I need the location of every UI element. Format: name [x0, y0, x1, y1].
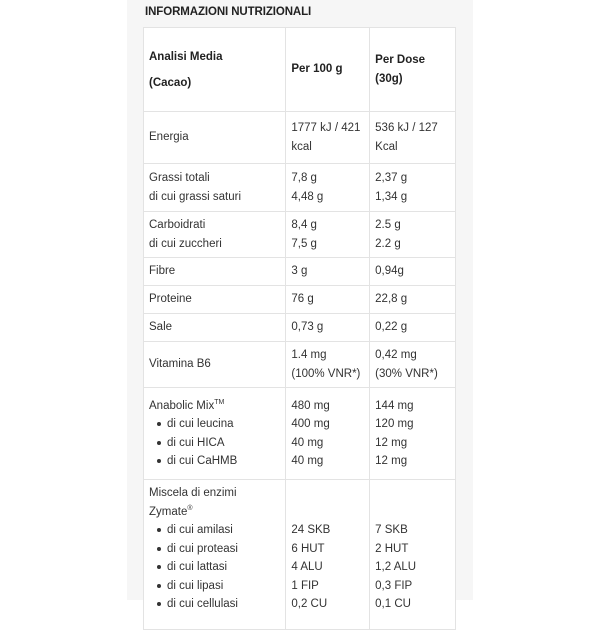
value-line: 1777 kJ / 421	[291, 122, 361, 134]
table-row	[144, 258, 456, 286]
row-label	[144, 164, 286, 212]
label-line: Miscela di enzimi	[149, 487, 237, 499]
value-line: 536 kJ / 127	[375, 122, 438, 134]
label-line: di cui grassi saturi	[149, 190, 242, 203]
value-line: 7,8 g	[291, 172, 317, 184]
value-line: 40 mg	[291, 436, 324, 449]
header-analysis-line2: (Cacao)	[149, 76, 192, 89]
row-value-dose	[370, 388, 456, 480]
row-value-dose: 0,22 g	[370, 314, 456, 342]
value-line: 0,42 mg	[375, 349, 417, 361]
table-header-row	[144, 28, 456, 112]
row-value-dose	[370, 480, 456, 630]
section-title: INFORMAZIONI NUTRIZIONALI	[145, 6, 312, 18]
zymate-label: Zymate	[149, 505, 188, 518]
value-line: 24 SKB	[291, 524, 331, 536]
row-value-dose: 0,94g	[370, 258, 456, 286]
table-row	[144, 480, 456, 630]
value-line: (30% VNR*)	[375, 367, 438, 380]
registered-mark: ®	[187, 504, 193, 512]
table-row	[144, 112, 456, 164]
value-line: 120 mg	[375, 418, 414, 430]
nutrition-table	[143, 27, 456, 630]
sub-item: di cui leucina	[149, 415, 285, 434]
table-row	[144, 388, 456, 480]
trademark-mark: TM	[214, 398, 225, 406]
value-line: 7 SKB	[375, 524, 408, 536]
value-line: 0,1 CU	[375, 598, 411, 610]
value-line: 2.5 g	[375, 219, 401, 231]
value-line: 12 mg	[375, 455, 408, 467]
value-line: 2 HUT	[375, 542, 409, 555]
table-row	[144, 212, 456, 258]
header-analysis-line1: Analisi Media	[149, 50, 223, 63]
value-line: 7,5 g	[291, 237, 317, 250]
row-value-100g: 3 g	[286, 258, 370, 286]
table-row	[144, 314, 456, 342]
value-line: 6 HUT	[291, 542, 325, 555]
sub-item: di cui cellulasi	[149, 595, 285, 614]
label-line: di cui zuccheri	[149, 237, 222, 250]
value-line: 1.4 mg	[291, 349, 327, 361]
value-line: 1,34 g	[375, 190, 408, 203]
label-line	[149, 397, 285, 416]
row-value-100g	[286, 212, 370, 258]
anabolic-mix-label: Anabolic Mix	[149, 399, 215, 412]
value-line: 400 mg	[291, 418, 330, 430]
label-line: Carboidrati	[149, 219, 206, 231]
row-label	[144, 480, 286, 630]
row-value-100g	[286, 164, 370, 212]
row-label	[144, 212, 286, 258]
table-row	[144, 164, 456, 212]
sub-item: di cui amilasi	[149, 521, 285, 540]
header-per100-label: Per 100 g	[291, 63, 343, 76]
header-perdose-line1: Per Dose	[375, 54, 426, 66]
row-label: Proteine	[144, 286, 286, 314]
sub-item: di cui CaHMB	[149, 452, 285, 471]
value-line: 144 mg	[375, 399, 414, 412]
value-line: 0,3 FIP	[375, 579, 413, 592]
row-value-dose	[370, 164, 456, 212]
value-line: Kcal	[375, 140, 398, 153]
header-per100	[286, 28, 370, 112]
row-value-100g	[286, 480, 370, 630]
value-line: 2,37 g	[375, 172, 408, 184]
value-line: kcal	[291, 140, 312, 153]
row-value-100g: 0,73 g	[286, 314, 370, 342]
row-value-dose	[370, 112, 456, 164]
row-value-100g	[286, 112, 370, 164]
row-label: Vitamina B6	[144, 342, 286, 388]
row-value-dose	[370, 212, 456, 258]
value-line: 480 mg	[291, 399, 330, 412]
value-line: 4,48 g	[291, 190, 324, 203]
row-value-100g: 76 g	[286, 286, 370, 314]
label-line	[149, 503, 285, 522]
value-line: 0,2 CU	[291, 598, 328, 610]
value-line: 12 mg	[375, 436, 408, 449]
sub-item: di cui proteasi	[149, 540, 285, 559]
value-line: 1 FIP	[291, 579, 319, 592]
value-line: 40 mg	[291, 455, 324, 467]
row-label: Fibre	[144, 258, 286, 286]
value-line: 2.2 g	[375, 237, 401, 250]
row-value-dose	[370, 342, 456, 388]
row-value-dose: 22,8 g	[370, 286, 456, 314]
header-perdose	[370, 28, 456, 112]
row-label: Energia	[144, 112, 286, 164]
value-line: 8,4 g	[291, 219, 317, 231]
row-value-100g	[286, 388, 370, 480]
row-label: Sale	[144, 314, 286, 342]
label-line: Grassi totali	[149, 172, 210, 184]
table-row	[144, 286, 456, 314]
row-label	[144, 388, 286, 480]
value-line: (100% VNR*)	[291, 367, 361, 380]
sub-item: di cui lipasi	[149, 577, 285, 596]
table-row	[144, 342, 456, 388]
header-analysis	[144, 28, 286, 112]
row-value-100g	[286, 342, 370, 388]
value-line: 4 ALU	[291, 561, 323, 573]
sub-item: di cui HICA	[149, 434, 285, 453]
value-line: 1,2 ALU	[375, 561, 417, 573]
header-perdose-line2: (30g)	[375, 72, 403, 85]
sub-item: di cui lattasi	[149, 558, 285, 577]
